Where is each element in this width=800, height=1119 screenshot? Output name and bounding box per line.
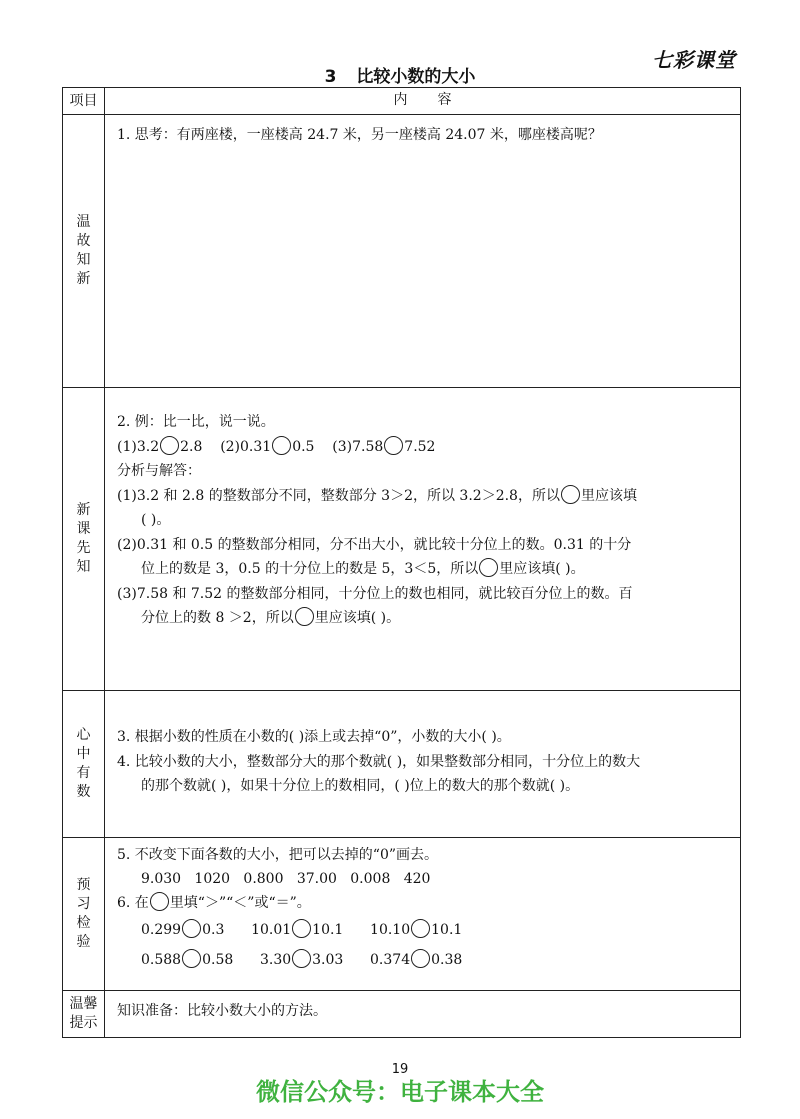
blank-circle xyxy=(411,949,430,968)
question-4-line1: 4. 比较小数的大小，整数部分大的那个数就( )，如果整数部分相同，十分位上的数大 xyxy=(117,753,641,770)
row-preview xyxy=(63,388,741,691)
blank-circle xyxy=(411,919,430,938)
lesson-table xyxy=(62,87,741,1038)
content-preview xyxy=(105,388,741,691)
compare-row-2: 0.588 0.58 3.30 3.03 0.374 0.38 xyxy=(117,949,730,973)
analysis-1-blank: ( )。 xyxy=(141,512,171,528)
compare-row-1: 0.299 0.3 10.01 10.1 10.10 10.1 xyxy=(117,919,730,943)
label-preview: 新课先知 xyxy=(63,388,105,691)
analysis-1: (1)3.2 和 2.8 的整数部分不同，整数部分 3＞2，所以 3.2＞2.8，所以 里应该填 xyxy=(117,484,730,509)
row-mind xyxy=(63,691,741,838)
blank-circle xyxy=(182,919,201,938)
lesson-number: 3 xyxy=(324,67,337,87)
example-comparisons: (1)3.2 2.8 (2)0.31 0.5 (3)7.58 7.52 xyxy=(117,435,730,460)
content-tips xyxy=(105,991,741,1038)
header-content: 内容 xyxy=(105,88,741,115)
blank-circle xyxy=(384,436,403,455)
analysis-2-line2: 位上的数是 3，0.5 的十分位上的数是 5，3＜5，所以 里应该填( )。 xyxy=(117,557,730,582)
question-2: 2. 例：比一比，说一说。 xyxy=(117,414,275,430)
blank-circle xyxy=(272,436,291,455)
blank-circle xyxy=(182,949,201,968)
blank-circle xyxy=(292,919,311,938)
analysis-2-line1: (2)0.31 和 0.5 的整数部分相同，分不出大小，就比较十分位上的数。0.31 的十分 xyxy=(117,536,632,553)
question-3: 3. 根据小数的性质在小数的( )添上或去掉“0”，小数的大小( )。 xyxy=(117,729,511,745)
label-mind: 心中有数 xyxy=(63,691,105,838)
watermark: 微信公众号：电子课本大全 xyxy=(256,1078,544,1106)
header-item: 项目 xyxy=(63,88,105,115)
question-4-line2: 的那个数就( )，如果十分位上的数相同，( )位上的数大的那个数就( )。 xyxy=(141,778,580,794)
table-header-row xyxy=(63,88,741,115)
analysis-heading: 分析与解答： xyxy=(117,463,201,479)
row-tips xyxy=(63,991,741,1038)
row-check xyxy=(63,838,741,991)
lesson-title: 比较小数的大小 xyxy=(356,67,476,87)
question-6: 6. 在 里填“＞”“＜”或“＝”。 xyxy=(117,892,730,916)
page-number: 19 xyxy=(391,1062,409,1077)
question-5: 5. 不改变下面各数的大小，把可以去掉的“0”画去。 xyxy=(117,847,439,863)
blank-circle xyxy=(292,949,311,968)
blank-circle xyxy=(150,892,169,911)
blank-circle xyxy=(295,607,314,626)
blank-circle xyxy=(561,485,580,504)
label-review: 温故知新 xyxy=(63,115,105,388)
content-mind xyxy=(105,691,741,838)
row-review xyxy=(63,115,741,388)
content-review xyxy=(105,115,741,388)
analysis-3-line1: (3)7.58 和 7.52 的整数部分相同，十分位上的数也相同，就比较百分位上的数。百 xyxy=(117,585,633,602)
content-check xyxy=(105,838,741,991)
blank-circle xyxy=(479,558,498,577)
blank-circle xyxy=(160,436,179,455)
label-tips: 温馨提示 xyxy=(63,991,105,1038)
number-list: 9.030 1020 0.800 37.00 0.008 420 xyxy=(141,870,431,887)
brand-logo: 七彩课堂 xyxy=(652,48,736,72)
page-title xyxy=(0,62,800,87)
analysis-3-line2: 分位上的数 8 ＞2，所以 里应该填( )。 xyxy=(117,606,730,631)
tips-text: 知识准备：比较小数大小的方法。 xyxy=(117,1003,327,1019)
question-1: 1. 思考：有两座楼，一座楼高 24.7 米，另一座楼高 24.07 米，哪座楼高呢？ xyxy=(117,127,602,143)
label-check: 预习检验 xyxy=(63,838,105,991)
